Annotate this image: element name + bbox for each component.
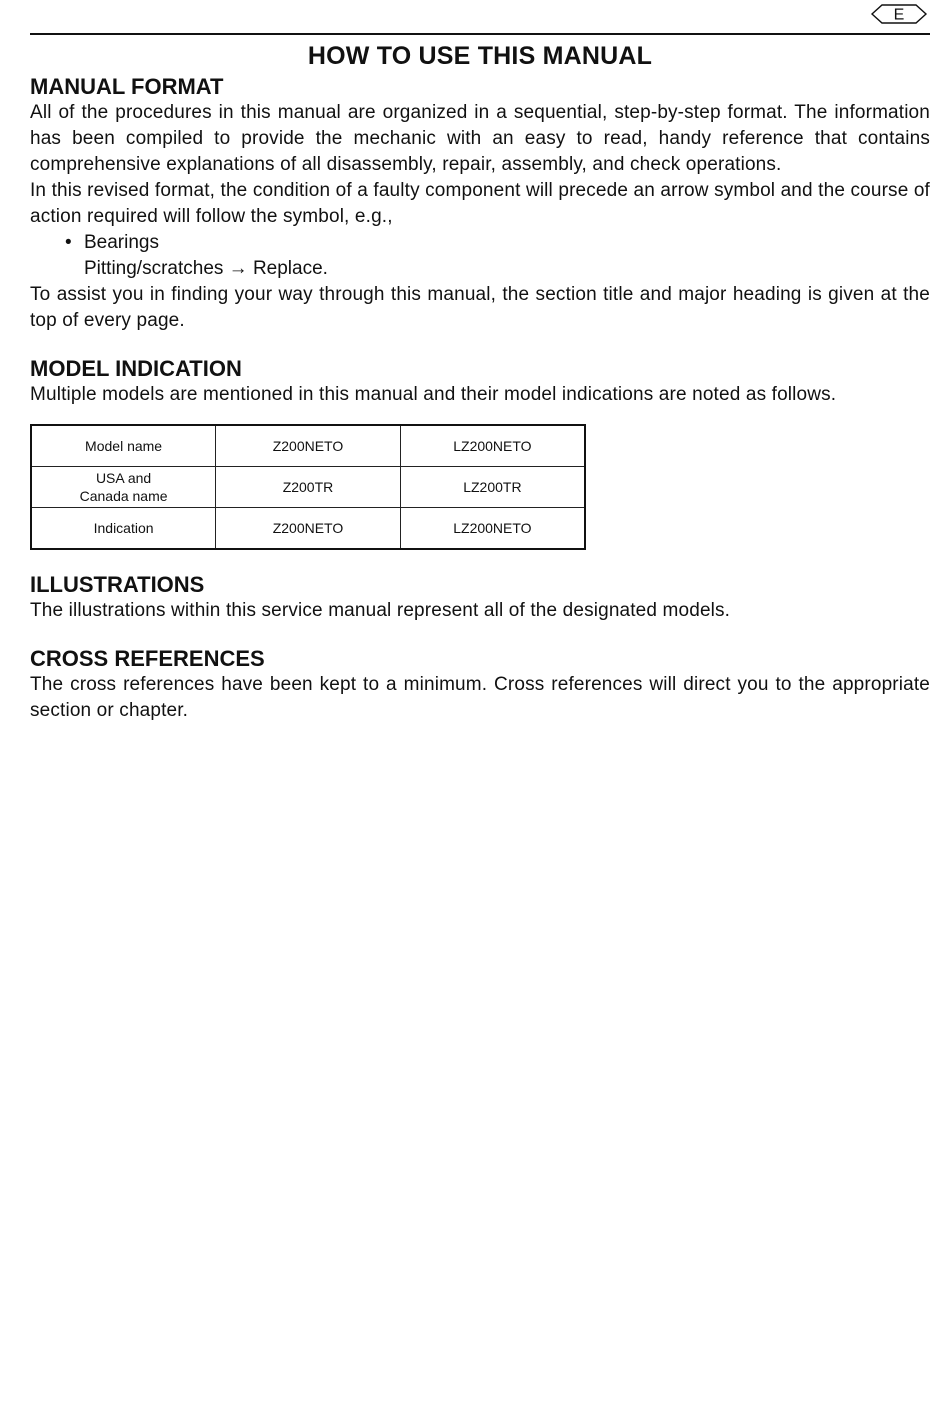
table-cell: Indication — [31, 508, 216, 550]
table-row — [31, 508, 585, 550]
manual-format-paragraph-1: All of the procedures in this manual are organized in a sequential, step-by-step format. The information has been compiled to provide the mechanic with an easy to read, handy reference that contains comprehensive explanations of all disassembly, repair, assembly, and check operations. — [30, 102, 930, 175]
section-heading-model-indication: MODEL INDICATION — [30, 356, 242, 381]
table-cell: LZ200NETO — [400, 508, 585, 550]
table-row — [31, 425, 585, 467]
bullet-icon: • — [65, 232, 72, 253]
example-item-line — [65, 230, 930, 256]
table-cell: Model name — [31, 425, 216, 467]
example-block — [65, 230, 930, 282]
table-cell: Z200NETO — [216, 425, 401, 467]
language-code: E — [893, 6, 905, 24]
language-badge — [870, 3, 928, 25]
section-illustrations — [30, 572, 930, 624]
model-table — [30, 424, 586, 550]
page-title: HOW TO USE THIS MANUAL — [307, 42, 653, 70]
section-heading-manual-format: MANUAL FORMAT — [30, 74, 224, 99]
table-cell: LZ200NETO — [400, 425, 585, 467]
section-heading-cross-references: CROSS REFERENCES — [30, 646, 265, 671]
table-row — [31, 467, 585, 508]
section-manual-format — [30, 74, 930, 334]
example-action: Pitting/scratches → Replace. — [84, 258, 328, 279]
language-badge-icon — [870, 3, 928, 25]
illustrations-paragraph: The illustrations within this service manual represent all of the designated models. — [30, 600, 731, 621]
table-cell: USA and Canada name — [31, 467, 216, 508]
section-heading-illustrations: ILLUSTRATIONS — [30, 572, 205, 597]
manual-format-paragraph-3: To assist you in finding your way through this manual, the section title and major heading is given at the top of every page. — [30, 284, 930, 331]
section-cross-references — [30, 646, 930, 724]
header-rule — [30, 33, 930, 35]
example-item: Bearings — [84, 232, 159, 253]
section-model-indication — [30, 356, 930, 550]
model-indication-paragraph: Multiple models are mentioned in this manual and their model indications are noted as follows. — [30, 384, 837, 405]
table-cell: LZ200TR — [400, 467, 585, 508]
table-cell: Z200NETO — [216, 508, 401, 550]
manual-format-paragraph-2: In this revised format, the condition of a faulty component will precede an arrow symbol and the course of action required will follow the symbol, e.g., — [30, 180, 930, 227]
table-cell: Z200TR — [216, 467, 401, 508]
cross-references-paragraph: The cross references have been kept to a minimum. Cross references will direct you to the appropriate section or chapter. — [30, 674, 930, 721]
page-content — [30, 74, 930, 724]
